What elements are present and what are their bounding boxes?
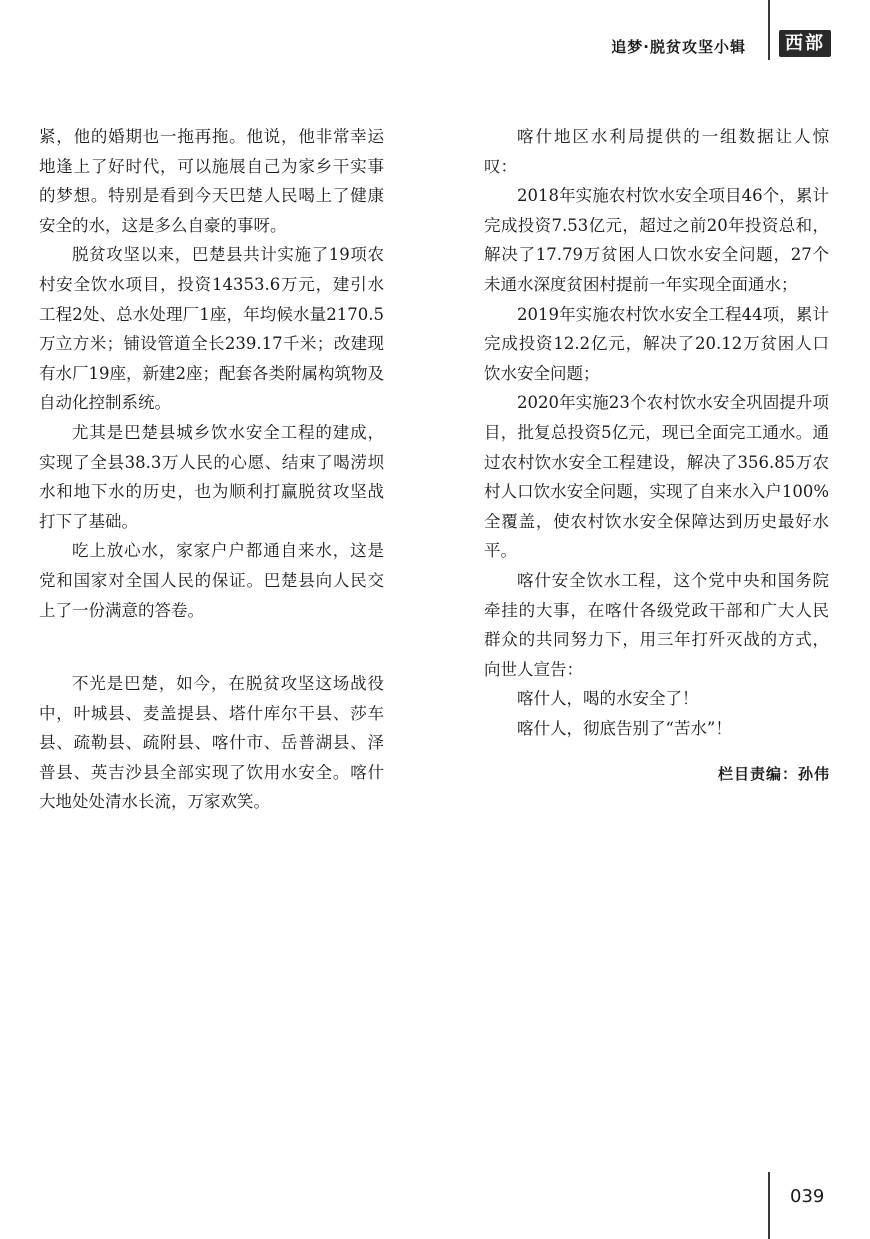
paragraph: 喀什地区水利局提供的一组数据让人惊叹： bbox=[484, 127, 829, 176]
paragraph: 2020年实施23个农村饮水安全巩固提升项目，批复总投资5亿元，现已全面完工通水。通过农村饮水安全工程建设，解决了356.85万农村人口饮水安全问题，实现了自来水入户100%全覆盖，使农村饮水安全保障达到历史最好水平。 bbox=[484, 393, 829, 561]
paragraph: 不光是巴楚，如今，在脱贫攻坚这场战役中，叶城县、麦盖提县、塔什库尔干县、莎车县、疏勒县、疏附县、喀什市、岳普湖县、泽普县、英吉沙县全部实现了饮用水安全。喀什大地处处清水长流，万家欢笑。 bbox=[39, 674, 384, 812]
paragraph: 尤其是巴楚县城乡饮水安全工程的建成，实现了全县38.3万人民的心愿、结束了喝涝坝水和地下水的历史，也为顺利打赢脱贫攻坚战打下了基础。 bbox=[39, 422, 384, 531]
right-column bbox=[484, 122, 829, 743]
page-number: 039 bbox=[790, 1186, 825, 1207]
paragraph: 喀什安全饮水工程，这个党中央和国务院牵挂的大事，在喀什各级党政干部和广大人民群众的共同努力下，用三年打歼灭战的方式，向世人宣告： bbox=[484, 570, 829, 679]
brand-logo: 西部 bbox=[779, 30, 831, 57]
header-divider bbox=[768, 0, 770, 60]
editor-credit: 栏目责编：孙伟 bbox=[717, 765, 830, 783]
paragraph: 吃上放心水，家家户户都通自来水，这是党和国家对全国人民的保证。巴楚县向人民交上了一份满意的答卷。 bbox=[39, 541, 384, 620]
left-column bbox=[39, 122, 384, 817]
section-title: 追梦·脱贫攻坚小辑 bbox=[611, 38, 746, 56]
footer-divider bbox=[768, 1172, 770, 1239]
paragraph: 2019年实施农村饮水安全工程44项，累计完成投资12.2亿元，解决了20.12万贫困人口饮水安全问题； bbox=[484, 304, 829, 383]
paragraph: 2018年实施农村饮水安全项目46个，累计完成投资7.53亿元，超过之前20年投资总和，解决了17.79万贫困人口饮水安全问题，27个未通水深度贫困村提前一年实现全面通水； bbox=[484, 186, 829, 294]
paragraph: 喀什人，喝的水安全了！ bbox=[517, 689, 699, 709]
paragraph: 紧，他的婚期也一拖再拖。他说，他非常幸运地逢上了好时代，可以施展自己为家乡干实事的梦想。特别是看到今天巴楚人民喝上了健康安全的水，这是多么自豪的事呀。 bbox=[39, 127, 384, 235]
section-break bbox=[39, 625, 384, 669]
paragraph: 脱贫攻坚以来，巴楚县共计实施了19项农村安全饮水项目，投资14353.6万元，建引水工程2处、总水处理厂1座，年均候水量2170.5万立方米；铺设管道全长239.17千米；改建现有水厂19座，新建2座；配套各类附属构筑物及自动化控制系统。 bbox=[39, 245, 384, 413]
paragraph: 喀什人，彻底告别了“苦水”！ bbox=[517, 718, 732, 738]
